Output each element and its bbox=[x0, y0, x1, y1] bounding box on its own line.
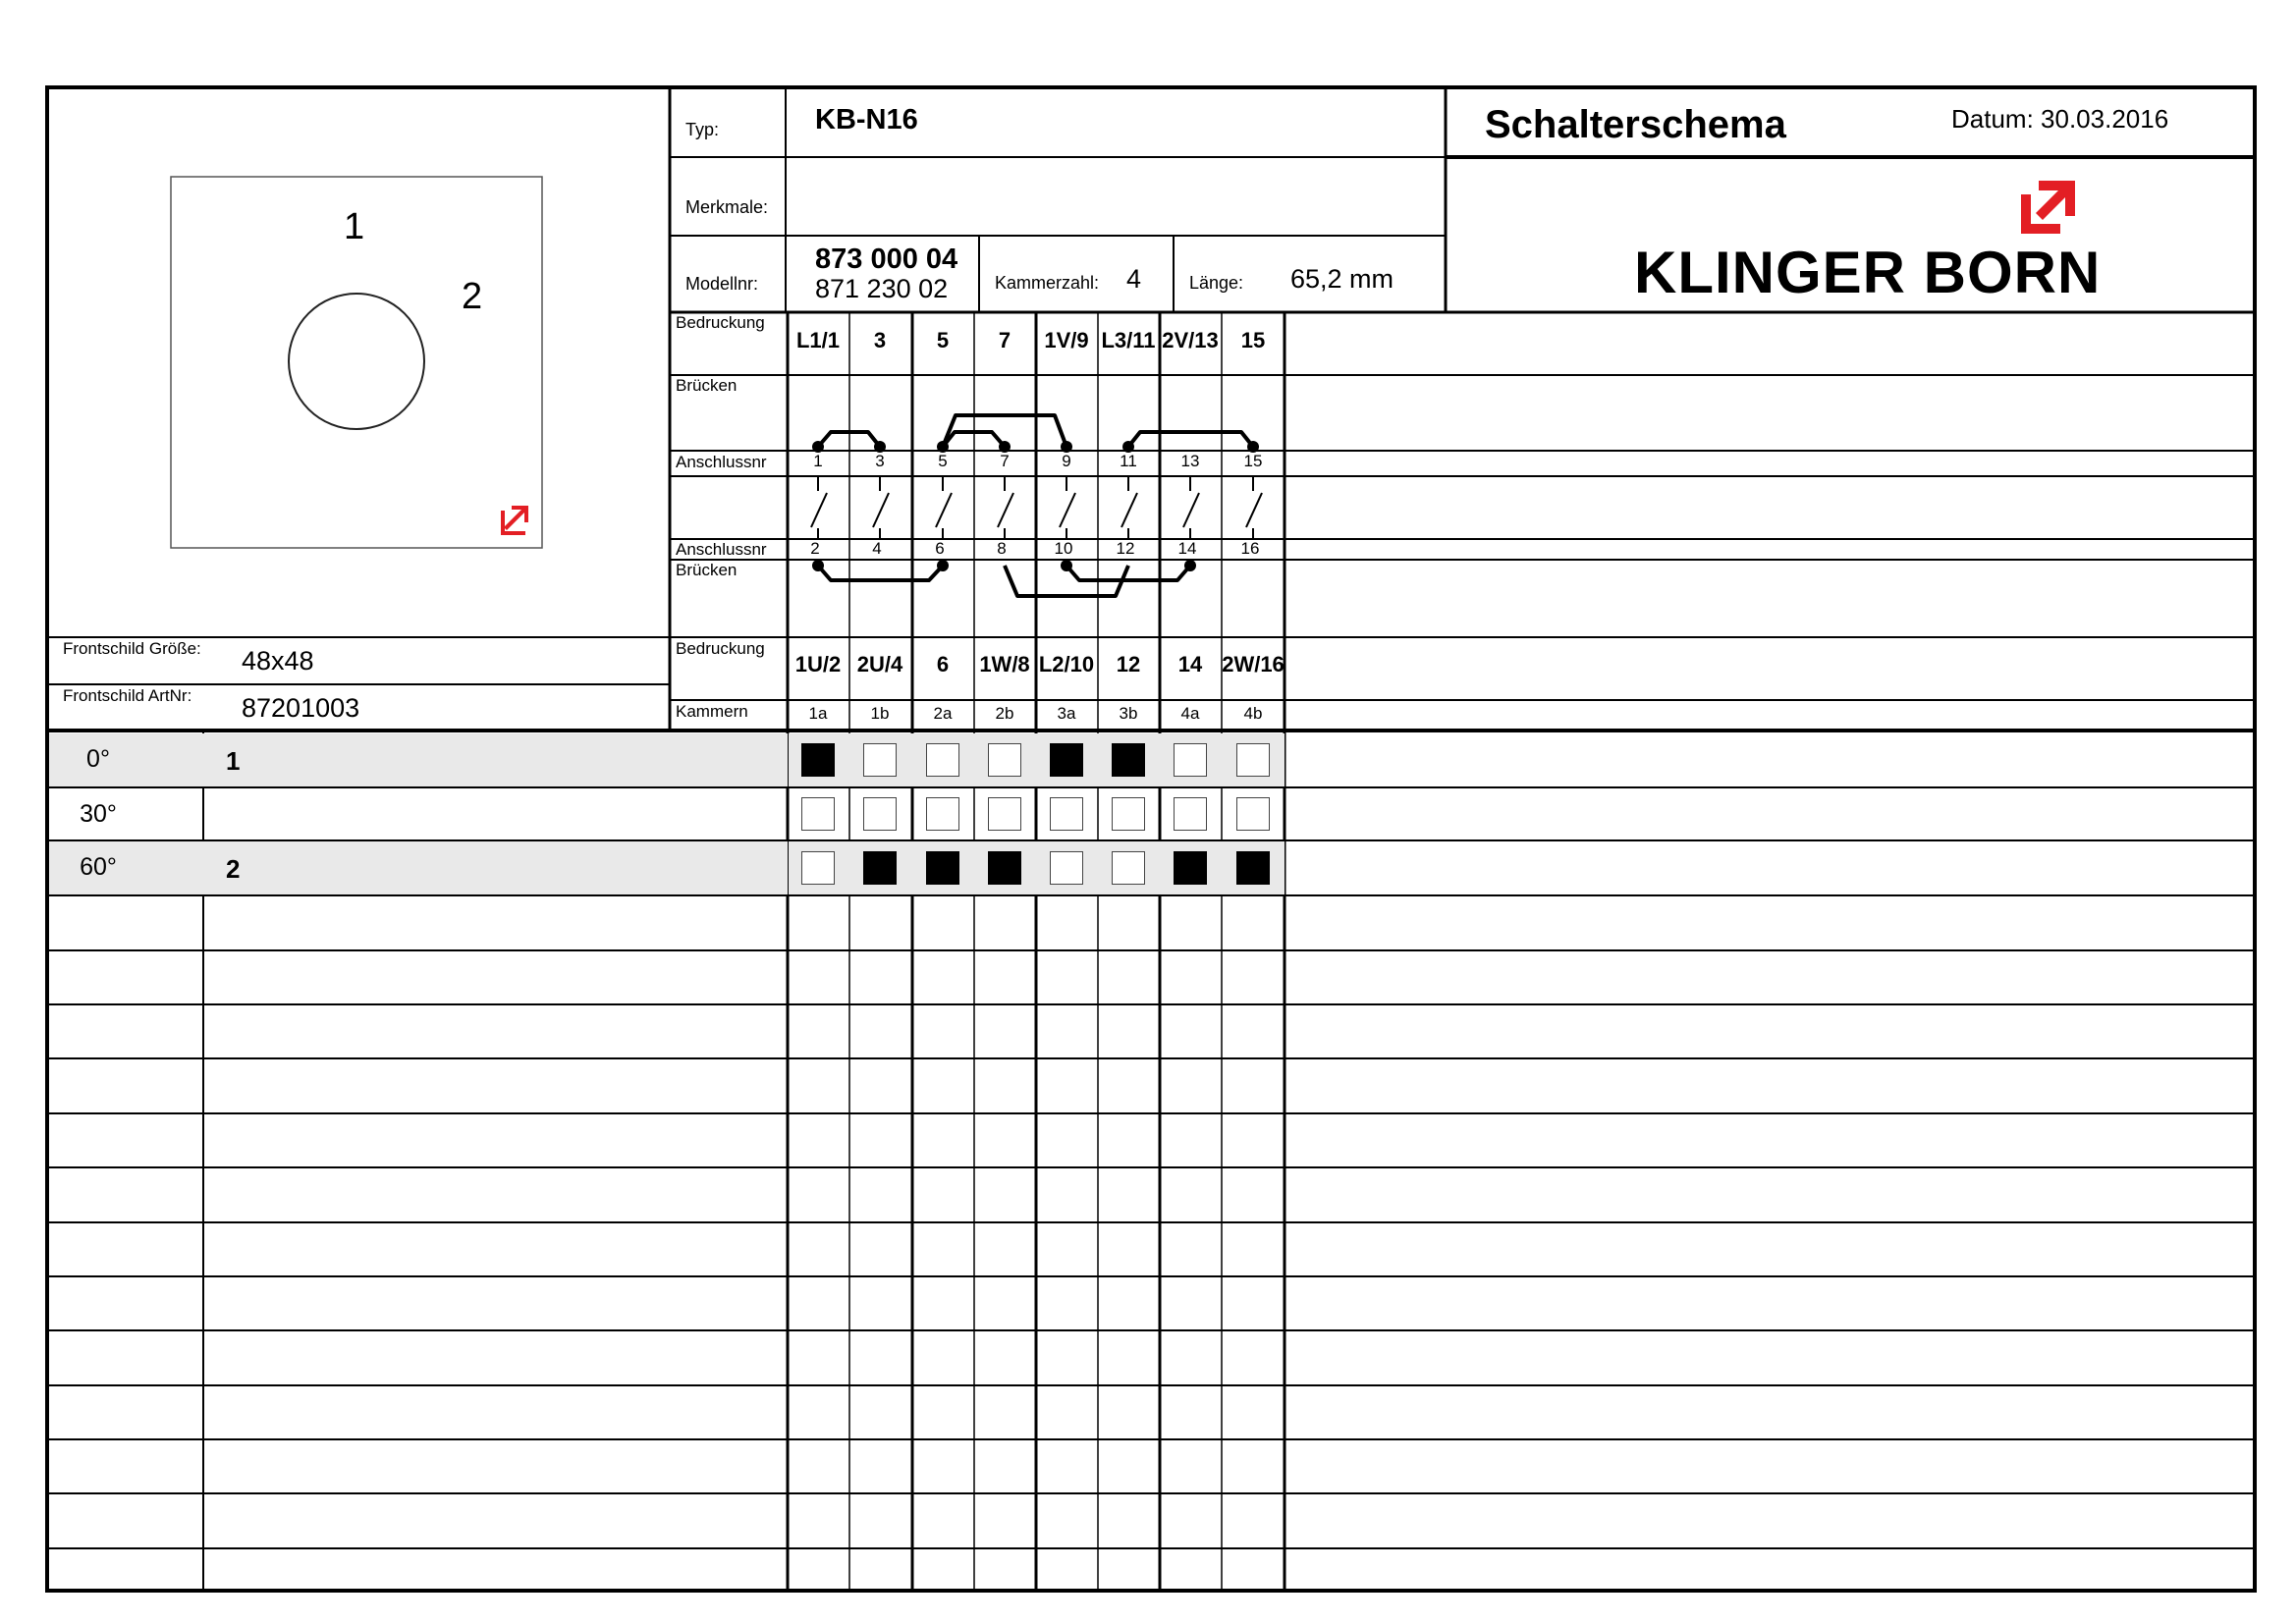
bottom-terminal-number: 6 bbox=[935, 539, 945, 558]
top-terminal-number: 11 bbox=[1120, 452, 1137, 470]
bottom-terminal-number: 4 bbox=[872, 539, 882, 558]
kammer-cell: 3b bbox=[1119, 704, 1138, 723]
page-title: Schalterschema bbox=[1485, 103, 1786, 146]
top-terminal-number: 1 bbox=[813, 452, 823, 470]
bottom-print-cell: 14 bbox=[1177, 652, 1203, 677]
contact-state-box bbox=[1050, 851, 1083, 885]
contact-state-box bbox=[926, 851, 959, 885]
front-plate-pos2: 2 bbox=[462, 276, 483, 317]
top-print-cell: 2V/13 bbox=[1162, 328, 1219, 352]
typ-value: KB-N16 bbox=[815, 104, 918, 135]
row-shading bbox=[49, 841, 788, 894]
bedruckung-bottom-label: Bedruckung bbox=[676, 639, 765, 658]
kammer-cell: 2a bbox=[933, 704, 953, 723]
contact-state-box bbox=[1174, 797, 1207, 831]
laenge-label: Länge: bbox=[1189, 273, 1244, 293]
contact-state-box bbox=[988, 743, 1021, 777]
top-print-cell: L3/11 bbox=[1101, 328, 1156, 352]
position-angle: 0° bbox=[86, 745, 110, 773]
bottom-print-cell: 2U/4 bbox=[856, 652, 903, 677]
top-print-cell: 1V/9 bbox=[1044, 328, 1089, 352]
frontschild-artnr-value: 87201003 bbox=[242, 693, 360, 723]
contact-state-box bbox=[1050, 797, 1083, 831]
bottom-terminal-number: 14 bbox=[1177, 539, 1197, 558]
top-print-cell: 3 bbox=[873, 328, 887, 352]
contact-state-box bbox=[863, 797, 897, 831]
contact-state-box bbox=[988, 851, 1021, 885]
anschlussnr-bottom-label: Anschlussnr bbox=[676, 540, 767, 559]
frontschild-artnr-label: Frontschild ArtNr: bbox=[63, 686, 192, 705]
frontschild-size-label: Frontschild Größe: bbox=[63, 639, 201, 658]
bottom-terminal-number: 2 bbox=[810, 539, 820, 558]
bottom-print-cell: 12 bbox=[1116, 652, 1141, 677]
kammer-cell: 1a bbox=[808, 704, 828, 723]
top-terminal-number: 13 bbox=[1180, 452, 1200, 470]
kammer-cell: 2b bbox=[995, 704, 1014, 723]
bottom-print-cell: 2W/16 bbox=[1222, 652, 1285, 677]
kammerzahl-value: 4 bbox=[1126, 264, 1142, 294]
contact-state-box bbox=[863, 851, 897, 885]
top-print-cell: 15 bbox=[1240, 328, 1266, 352]
brand-logo: KLINGER BORN bbox=[1634, 240, 2102, 305]
contact-state-box bbox=[1236, 851, 1270, 885]
contact-state-box bbox=[863, 743, 897, 777]
position-label: 2 bbox=[226, 854, 241, 884]
merkmale-label: Merkmale: bbox=[685, 197, 769, 217]
kammer-cell: 3a bbox=[1057, 704, 1076, 723]
contact-state-box bbox=[926, 797, 959, 831]
modellnr-primary: 873 000 04 bbox=[815, 244, 958, 275]
position-angle: 30° bbox=[80, 800, 117, 828]
contact-state-box bbox=[801, 743, 835, 777]
contact-state-box bbox=[1112, 743, 1145, 777]
front-plate-pos1: 1 bbox=[344, 206, 365, 247]
bottom-terminal-number: 12 bbox=[1116, 539, 1135, 558]
top-terminal-number: 3 bbox=[875, 452, 885, 470]
bottom-terminal-number: 8 bbox=[997, 539, 1007, 558]
bottom-print-cell: 6 bbox=[936, 652, 950, 677]
top-print-cell: 7 bbox=[998, 328, 1011, 352]
row-shading bbox=[49, 733, 788, 786]
contact-state-box bbox=[1174, 851, 1207, 885]
contact-state-box bbox=[1174, 743, 1207, 777]
contact-state-box bbox=[801, 797, 835, 831]
date-label: Datum: 30.03.2016 bbox=[1951, 104, 2169, 134]
contact-state-box bbox=[1236, 743, 1270, 777]
top-terminal-number: 15 bbox=[1243, 452, 1263, 470]
position-label: 1 bbox=[226, 746, 241, 776]
bottom-terminal-number: 10 bbox=[1054, 539, 1073, 558]
anschlussnr-top-label: Anschlussnr bbox=[676, 453, 767, 471]
bottom-print-cell: L2/10 bbox=[1038, 652, 1095, 677]
bruecken-bottom-label: Brücken bbox=[676, 561, 738, 579]
frontschild-size-value: 48x48 bbox=[242, 646, 314, 676]
laenge-value: 65,2 mm bbox=[1290, 264, 1394, 294]
contact-state-box bbox=[801, 851, 835, 885]
kammer-cell: 4a bbox=[1180, 704, 1200, 723]
bottom-print-cell: 1U/2 bbox=[794, 652, 842, 677]
contact-state-box bbox=[1236, 797, 1270, 831]
bottom-print-cell: 1W/8 bbox=[979, 652, 1030, 677]
position-angle: 60° bbox=[80, 853, 117, 881]
kammer-cell: 4b bbox=[1243, 704, 1263, 723]
bottom-terminal-number: 16 bbox=[1240, 539, 1260, 558]
contact-state-box bbox=[1050, 743, 1083, 777]
contact-state-box bbox=[926, 743, 959, 777]
top-terminal-number: 5 bbox=[938, 452, 948, 470]
modellnr-secondary: 871 230 02 bbox=[815, 274, 949, 303]
top-print-cell: 5 bbox=[936, 328, 950, 352]
kammerzahl-label: Kammerzahl: bbox=[995, 273, 1100, 293]
contact-state-box bbox=[1112, 797, 1145, 831]
kammer-cell: 1b bbox=[870, 704, 890, 723]
kammern-label: Kammern bbox=[676, 702, 748, 721]
top-terminal-number: 9 bbox=[1062, 452, 1071, 470]
typ-label: Typ: bbox=[685, 120, 720, 139]
modellnr-label: Modellnr: bbox=[685, 274, 759, 294]
bruecken-top-label: Brücken bbox=[676, 376, 738, 395]
bedruckung-top-label: Bedruckung bbox=[676, 313, 765, 332]
top-terminal-number: 7 bbox=[1000, 452, 1010, 470]
top-print-cell: L1/1 bbox=[795, 328, 841, 352]
contact-state-box bbox=[988, 797, 1021, 831]
contact-state-box bbox=[1112, 851, 1145, 885]
